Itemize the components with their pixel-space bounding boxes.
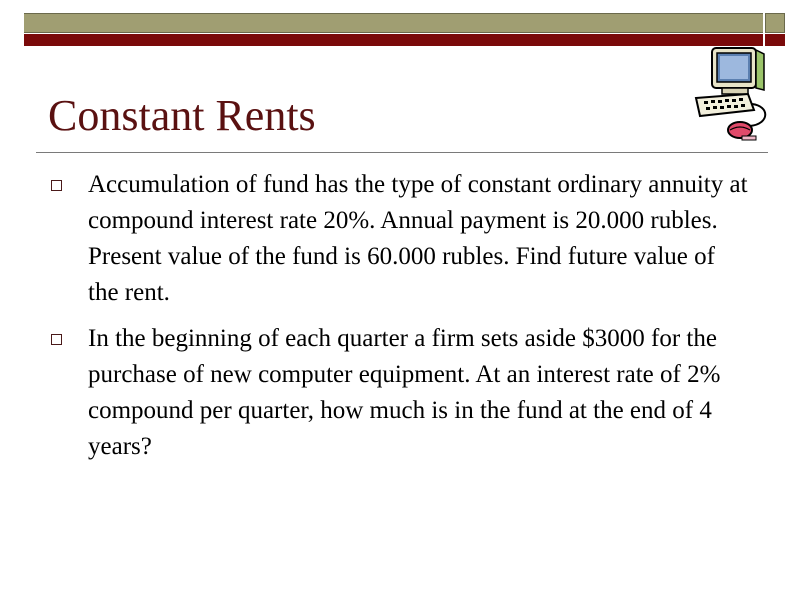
square-bullet-icon bbox=[51, 180, 62, 191]
bullet-item-fund-accumulation bbox=[48, 167, 748, 311]
computer-icon bbox=[690, 46, 772, 144]
bullet-item-quarterly-savings bbox=[48, 321, 748, 465]
bullet-list bbox=[48, 167, 748, 475]
header-corner-maroon bbox=[765, 34, 785, 46]
bullet-text: Accumulation of fund has the type of constant ordinary annuity at compound interest rate 20%. Annual payment is 20.000 rubles. Present value of the fund is 60.000 rubles. Find future value of the rent. bbox=[88, 171, 748, 306]
header-bar-maroon bbox=[24, 34, 763, 46]
header-bar-olive bbox=[24, 13, 763, 33]
header-corner-olive bbox=[765, 13, 785, 33]
slide-title: Constant Rents bbox=[48, 91, 316, 140]
square-bullet-icon bbox=[51, 334, 62, 345]
title-divider bbox=[36, 152, 768, 153]
bullet-text: In the beginning of each quarter a firm sets aside $3000 for the purchase of new computer equipment. At an interest rate of 2% compound per quarter, how much is in the fund at the end of 4 years? bbox=[88, 325, 721, 460]
